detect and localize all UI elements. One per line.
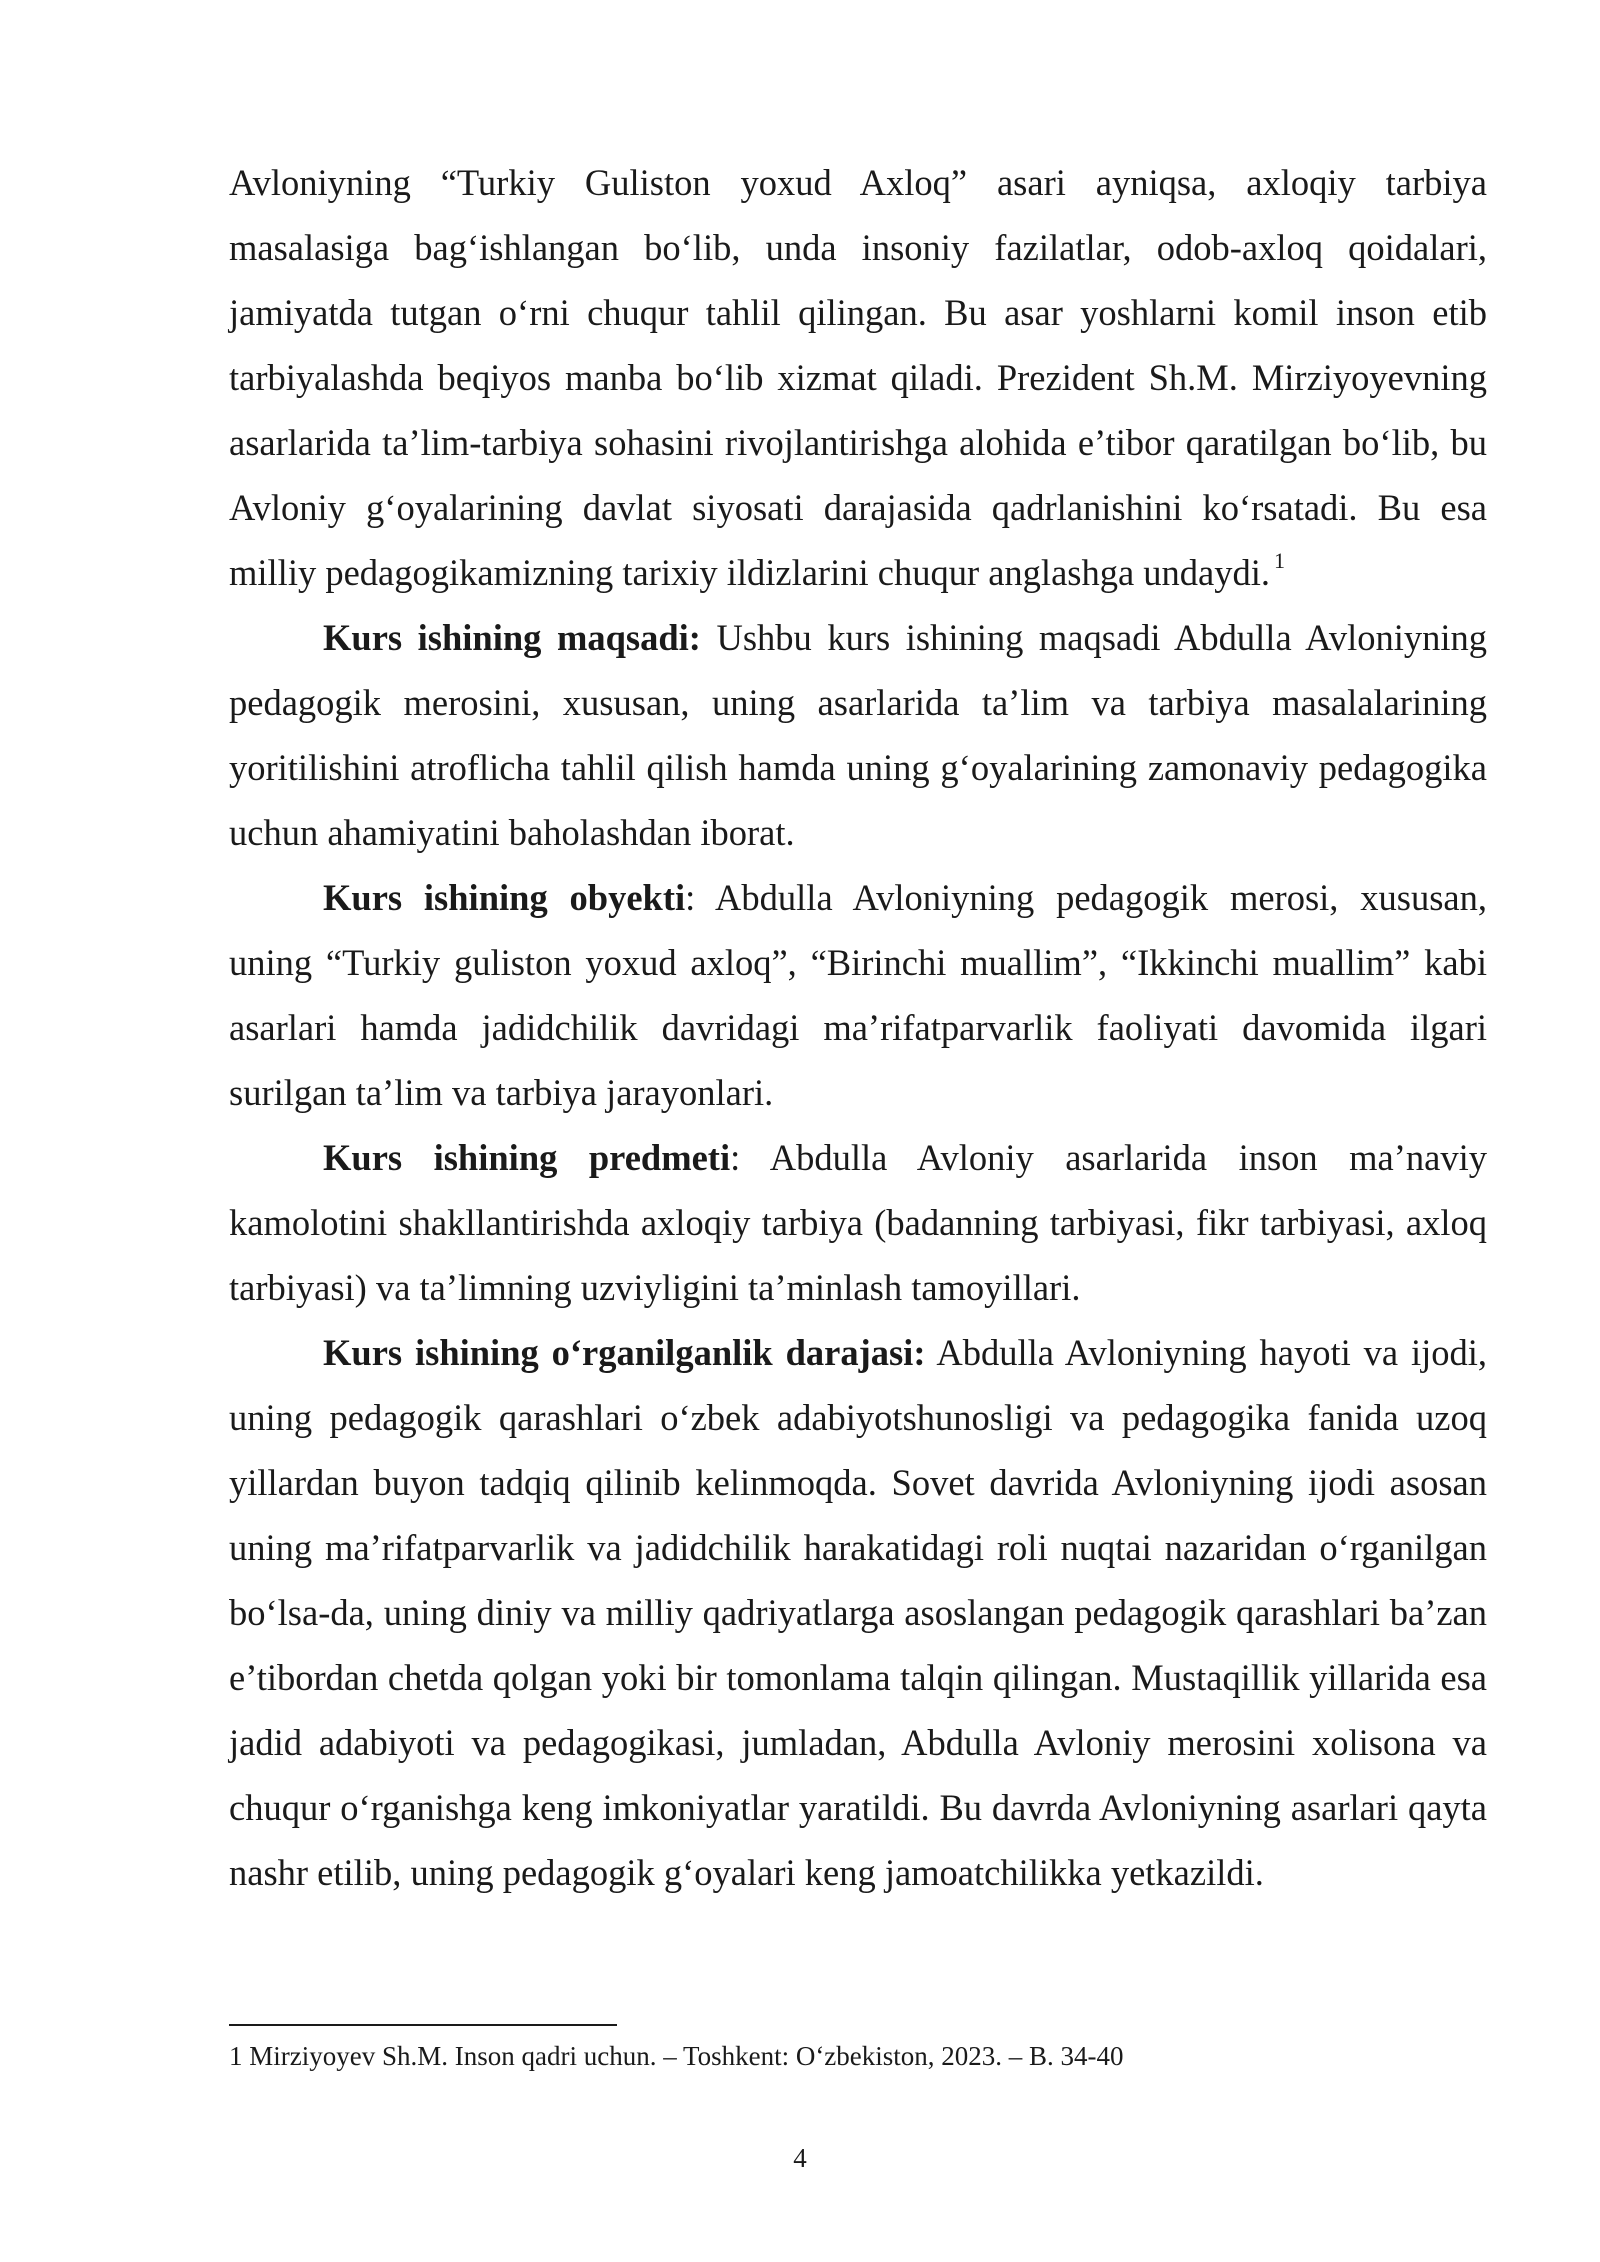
footnote-number: 1	[229, 2041, 243, 2071]
page-number: 4	[793, 2143, 807, 2173]
paragraph-heading: Kurs ishining o‘rganilganlik darajasi:	[323, 1332, 926, 1373]
body-text	[229, 150, 1487, 1905]
paragraph-heading: Kurs ishining maqsadi:	[323, 617, 701, 658]
footnote-reference: 1	[1274, 547, 1286, 573]
paragraph-subject	[229, 1125, 1487, 1320]
footnote-text: Mirziyoyev Sh.M. Inson qadri uchun. – Toshkent: O‘zbekiston, 2023. – B. 34-40	[249, 2041, 1124, 2071]
paragraph-object	[229, 865, 1487, 1125]
paragraph-intro	[229, 150, 1487, 605]
paragraph-heading: Kurs ishining obyekti	[323, 877, 686, 918]
paragraph-goal	[229, 605, 1487, 865]
footnote	[229, 2036, 1487, 2076]
footnote-separator	[229, 2024, 617, 2026]
paragraph-text: : Abdulla Avloniy asarlarida inson ma’naviy kamolotini shakllantirishda axloqiy tarbiya (badanning tarbiyasi, fikr tarbiyasi, axloq tarbiyasi) va ta’limning uzviyligini ta’minlash tamoyillari.	[229, 1137, 1487, 1308]
paragraph-heading: Kurs ishining predmeti	[323, 1137, 731, 1178]
paragraph-text: Ushbu kurs ishining maqsadi Abdulla Avloniyning pedagogik merosini, xususan, uning asarlarida ta’lim va tarbiya masalalarining yoritilishini atroflicha tahlil qilish hamda uning g‘oyalarining zamonaviy pedagogika uchun ahamiyatini baholashdan iborat.	[229, 617, 1487, 853]
paragraph-text: Avloniyning “Turkiy Guliston yoxud Axloq” asari ayniqsa, axloqiy tarbiya masalasiga bag‘ishlangan bo‘lib, unda insoniy fazilatlar, odob-axloq qoidalari, jamiyatda tutgan o‘rni chuqur tahlil qilingan. Bu asar yoshlarni komil inson etib tarbiyalashda beqiyos manba bo‘lib xizmat qiladi. Prezident Sh.M. Mirziyoyevning asarlarida ta’lim-tarbiya sohasini rivojlantirishga alohida e’tibor qaratilgan bo‘lib, bu Avloniy g‘oyalarining davlat siyosati darajasida qadrlanishini ko‘rsatadi. Bu esa milliy pedagogikamizning tarixiy ildizlarini chuqur anglashga undaydi.	[229, 162, 1487, 593]
paragraph-text: Abdulla Avloniyning hayoti va ijodi, uning pedagogik qarashlari o‘zbek adabiyotshunosligi va pedagogika fanida uzoq yillardan buyon tadqiq qilinib kelinmoqda. Sovet davrida Avloniyning ijodi asosan uning ma’rifatparvarlik va jadidchilik harakatidagi roli nuqtai nazaridan o‘rganilgan bo‘lsa-da, uning diniy va milliy qadriyatlarga asoslangan pedagogik qarashlari ba’zan e’tibordan chetda qolgan yoki bir tomonlama talqin qilingan. Mustaqillik yillarida esa jadid adabiyoti va pedagogikasi, jumladan, Abdulla Avloniy merosini xolisona va chuqur o‘rganishga keng imkoniyatlar yaratildi. Bu davrda Avloniyning asarlari qayta nashr etilib, uning pedagogik g‘oyalari keng jamoatchilikka yetkazildi.	[229, 1332, 1487, 1893]
paragraph-text: : Abdulla Avloniyning pedagogik merosi, xususan, uning “Turkiy guliston yoxud axloq”, “Birinchi muallim”, “Ikkinchi muallim” kabi asarlari hamda jadidchilik davridagi ma’rifatparvarlik faoliyati davomida ilgari surilgan ta’lim va tarbiya jarayonlari.	[229, 877, 1487, 1113]
paragraph-research-level	[229, 1320, 1487, 1905]
